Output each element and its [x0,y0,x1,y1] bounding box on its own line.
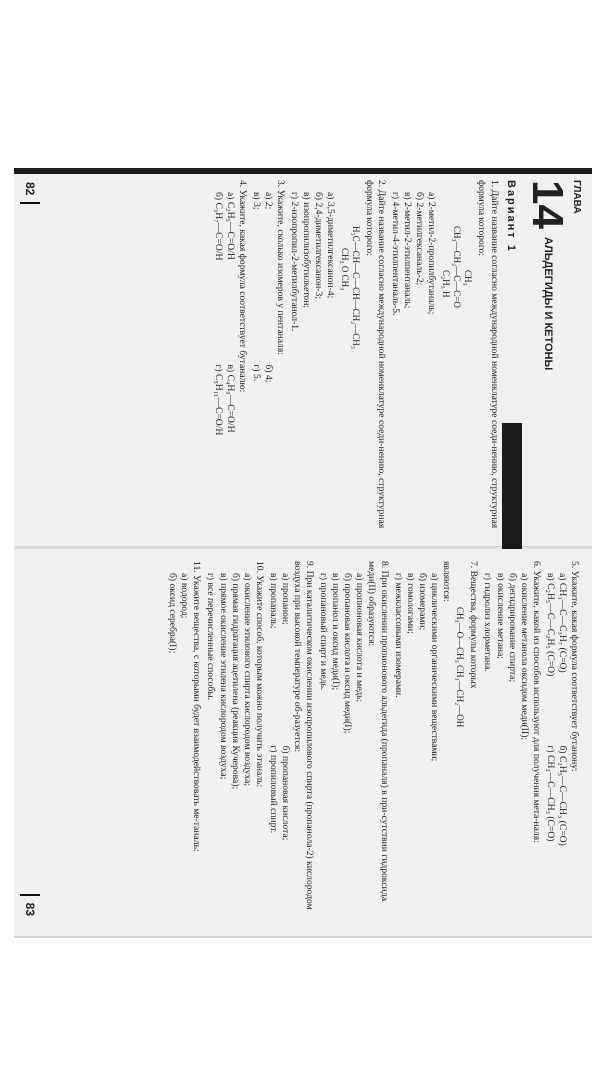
option: в) изопропилизобутилкетон; [301,192,313,309]
option: б) C₂H₅—C—CH₃ (C=O) [556,745,568,846]
chapter-number: 14 [523,180,573,229]
option: г) все перечисленные способы. [205,573,217,701]
right-page [14,549,592,930]
question-8-options [317,561,365,918]
chapter-bar [502,423,522,549]
option: а) C₂H₅—C=O/H [224,192,236,260]
question-5: 5. Укажите, какая формула соответствует бутанону: [569,561,580,772]
chapter-label: ГЛАВА [571,180,582,214]
option: а) окисление этилового спирта кислородом воздуха; [241,573,253,787]
option: г) гидролиз хлорметана. [482,573,494,672]
formula-7: CH₃—O—CH₃ CH₃—CH₂—OH [455,607,466,728]
question-11: 11. Укажите вещества, с которыми будет взаимодействовать ме-таналь: [191,561,203,852]
option: б) дегидрирование спирта; [506,573,518,683]
option: в) C₂H₅—C—C₂H₅ (C=O) [544,573,556,677]
book-spread [14,168,592,930]
option: б) C₃H₇—C=O/H [212,192,224,261]
page-number-rule [20,894,40,896]
option: в) окисление метана; [494,573,506,659]
page-number-rule [20,202,40,204]
question-3: 3. Укажите, сколько изомеров у пентаналя: [274,180,286,355]
option: б) 2-метилгексаналь-2; [414,192,426,286]
option: б) 4; [262,364,274,383]
option: а) циклическими органическими веществами; [428,573,440,762]
chapter-title: АЛЬДЕГИДЫ И КЕТОНЫ [542,236,555,371]
question-2: 2. Дайте название согласно международной номенклатуре соеди-нению, структурная формула которого: [364,180,388,529]
question-2-options [288,180,336,537]
formula-1-top: CH₃ [463,270,474,286]
page-number: 83 [23,902,38,916]
question-9: 9. При каталитическом окислении изопропилового спирта (пропанола-2) кислородом воздуха при высокой температуре об-разуется: [292,561,316,910]
question-1: 1. Дайте название согласно международной номенклатуре соеди-нению, структурная формула которого: [476,180,500,529]
option: б) 2,4-диметилгексанон-3; [313,192,325,299]
question-10: 10. Укажите способ, которым можно получить этаналь: [253,561,265,788]
option: г) 2-изопропил-2-метилбутанол-1. [289,192,301,332]
option: а) окисление метанола оксидом меди(II); [518,573,530,741]
question-11-options [166,561,190,918]
left-page [14,168,592,549]
option: б) пропановая кислота и оксид меди(I); [342,573,354,734]
option: в) прямое окисление этилена кислородом воздуха; [217,573,229,780]
option: г) пропиловый спирт. [267,745,279,834]
question-8: 8. При окислении пропионового альдегида (пропаналя) в при-сутствии гидроксида меди(II) образуются: [366,561,390,901]
option: б) изомерами; [416,573,428,631]
question-7-tail: являются: [440,561,452,602]
option: а) 2; [262,192,274,210]
option: г) пропановый спирт и медь. [318,573,330,691]
option: в) гомологами; [404,573,416,634]
formula-2 [338,180,361,537]
question-5-options [544,561,568,918]
option: а) пропионовая кислота и медь; [354,573,366,703]
question-9-options [267,561,291,918]
formula-1-bottom: C₂H₅ H [440,270,451,298]
question-7-options [392,561,440,918]
formula-2-main: H₃C—CH—C—CH—CH₂—CH₃ [350,226,361,349]
option: а) 3,5-диметилгексанон-4; [325,192,337,299]
formula-1-main: CH₃—CH₂—C—C=O [452,226,463,308]
option: б) оксид серебра(I); [167,573,179,654]
option: в) пропаналь; [267,573,279,629]
question-1-options [389,180,437,537]
option: г) 4-метил-4-этилпентаналь-5. [390,192,402,316]
option: а) CH₃—C—C₃H₇ (C=O) [556,573,568,673]
question-4: 4. Укажите, какая формула соответствует бутаналю: [236,180,248,393]
option: в) C₄H₉—C=O/H [224,364,236,433]
page-number: 82 [23,182,38,196]
option: а) 2-метил-2-пропилбутаналь; [426,192,438,315]
chapter-heading [523,180,573,537]
option: в) 2-метил-2-этилпентаналь; [402,192,414,309]
question-4-options [212,180,236,537]
option: а) пропанон; [279,573,291,625]
variant-heading: Вариант 1 [505,180,518,253]
question-10-options [204,561,252,918]
option: в) 3; [250,192,262,210]
option: г) межклассовыми изомерами. [392,573,404,698]
formula-2-bottom: CH₃ O CH₃ [339,248,350,291]
option: б) прямая гидратация ацетилена (реакция Кучерова); [229,573,241,790]
option: б) пропановая кислота; [279,745,291,841]
option: а) водород; [179,573,191,619]
formula-1 [439,180,473,537]
question-3-options [250,180,274,537]
option: г) CH₃—C—CH₃ (C=O) [544,745,556,842]
option: г) 5. [250,364,262,382]
question-6-options [481,561,529,918]
question-7: 7. Вещества, формулы которых [468,561,480,689]
question-6: 6. Укажите, какой из способов используют для получения мета-наля: [530,561,542,843]
option: в) пропанол и оксид меди(I); [330,573,342,691]
option: г) C₅H₁₁—C=O/H [212,364,224,436]
